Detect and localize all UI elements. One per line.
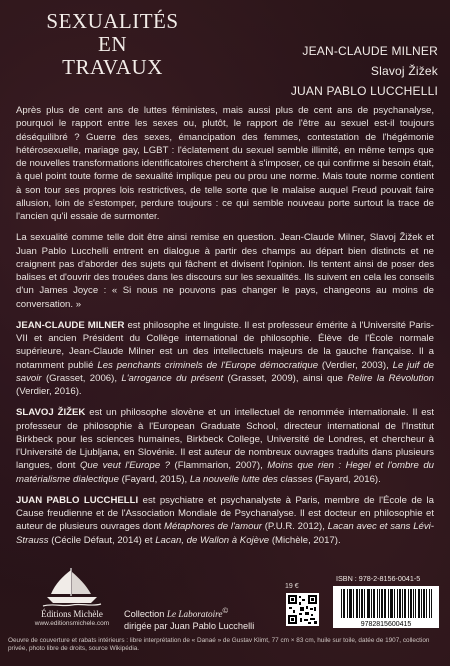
author-name: JUAN PABLO LUCCHELLI	[290, 84, 438, 98]
bio-text: (Fayard, 2016).	[312, 473, 381, 485]
collection-mark: ©	[222, 606, 229, 615]
title-line: SEXUALITÉS	[46, 9, 179, 33]
book-title-ref: Les penchants criminels de l'Europe démocratique	[97, 359, 319, 371]
book-title-ref: Que veut l'Europe ?	[79, 460, 171, 472]
barcode-icon	[333, 586, 439, 628]
book-title-ref: Relire la Révolution	[347, 372, 434, 384]
barcode-bar	[421, 589, 422, 618]
barcode-bar	[353, 589, 354, 618]
barcode-bar	[397, 589, 398, 618]
barcode-bar	[426, 589, 427, 618]
author-name: Slavoj Žižek	[370, 64, 438, 78]
publisher-website: www.editionsmichele.com	[34, 620, 110, 627]
barcode-bar	[367, 589, 368, 618]
barcode-bar	[344, 589, 345, 618]
bio-text: (P.U.R. 2012),	[262, 521, 328, 533]
barcode-bar	[413, 589, 414, 618]
barcode-bar	[418, 589, 419, 618]
barcode-bar	[382, 589, 383, 618]
barcode-bar	[392, 589, 393, 618]
cover-credits: Oeuvre de couverture et rabats intérieurs : libre interprétation de « Danaé » de Gustav Klimt, 77 cm × 83 cm, huile sur toile, datée de 1907, collection privée, photo libre de droits, source Wikipédia.	[8, 637, 430, 653]
title-line: EN	[98, 32, 127, 56]
barcode-bar	[411, 589, 412, 618]
isbn: ISBN : 978-2-8156-0041-5	[336, 574, 421, 583]
collection-director: dirigée par Juan Pablo Lucchelli	[124, 621, 255, 632]
barcode-bar	[374, 589, 375, 618]
bio-text: (Grasset, 2006),	[41, 372, 122, 384]
back-cover-text	[16, 104, 434, 555]
barcode-bar	[364, 589, 365, 618]
barcode-bar	[341, 589, 342, 618]
barcode-bar	[381, 589, 382, 618]
bio-text: (Fayard, 2015),	[118, 473, 190, 485]
barcode-bar	[369, 589, 370, 618]
barcode-bar	[399, 589, 400, 618]
barcode-bar	[404, 589, 405, 618]
barcode-bar	[350, 589, 351, 618]
bio-text: (Cécile Défaut, 2014) et	[48, 534, 156, 546]
barcode-bar	[384, 589, 385, 618]
bio-text: est un philosophe slovène et un intellectuel de renommée internationale. Il est professeur de philosophie à l'European Graduate School, directeur international de l'Institut Birkbeck pour les sciences humaines, Birkbeck College, Université de Londres, et chercheur à l'Université de Ljubljana, en Slovénie. Il est auteur de nombreux ouvrages traduits dans plusieurs langues, dont	[16, 407, 435, 472]
barcode-bar	[388, 589, 389, 618]
bio-text: (Verdier, 2016).	[16, 386, 82, 397]
bio-name: JEAN-CLAUDE MILNER	[16, 319, 125, 331]
barcode-bar	[362, 589, 363, 618]
barcode-bar	[424, 589, 425, 618]
barcode-bar	[371, 589, 372, 618]
bio-text: (Verdier, 2003),	[318, 359, 393, 371]
author-list	[223, 41, 438, 101]
barcode-bar	[402, 589, 403, 618]
collection-info	[124, 605, 284, 632]
bio-text: (Grasset, 2009), ainsi que	[223, 372, 348, 384]
barcode-bar	[359, 589, 360, 618]
bio-name: SLAVOJ ŽIŽEK	[16, 407, 86, 419]
author-bio-zizek	[16, 406, 434, 486]
barcode-bar	[391, 589, 392, 618]
barcode-bar	[431, 589, 432, 618]
barcode-bar	[377, 589, 378, 618]
barcode-bar	[390, 589, 391, 618]
book-title-ref: L'arrogance du présent	[121, 372, 224, 384]
barcode-bar	[410, 589, 411, 618]
barcode-bar	[349, 589, 350, 618]
book-title-ref: La nouvelle lutte des classes	[189, 473, 313, 485]
barcode-bar	[394, 589, 395, 618]
qr-code-icon	[286, 593, 319, 626]
book-title-ref: Lacan, de Wallon à Kojève	[155, 534, 270, 546]
barcode-bar	[357, 589, 358, 618]
ship-icon	[41, 566, 103, 608]
barcode-bar	[415, 589, 416, 618]
barcode-bar	[368, 589, 369, 618]
book-title-ref: Le juif de savoir	[16, 359, 434, 384]
barcode-bar	[351, 589, 352, 618]
barcode-bar	[419, 589, 420, 618]
publisher-logo	[26, 566, 118, 642]
price: 19 €	[285, 583, 299, 590]
barcode-bar	[347, 589, 348, 618]
barcode-bar	[356, 589, 357, 618]
barcode-bar	[343, 589, 344, 618]
bio-text: est philosophe et linguiste. Il est professeur émérite à l'Université Paris-VII et ancien Président du Collège international de philosophie. Élève de l'École normale supérieure, Jean-Claude Milner est un des intellectuels majeurs de la gauche française. Il a notamment publié	[16, 319, 435, 371]
author-bio-lucchelli	[16, 494, 434, 547]
barcode-digits: 9782815600415	[360, 621, 412, 628]
barcode-bar	[405, 589, 406, 618]
barcode-bar	[361, 589, 362, 618]
title-line: TRAVAUX	[62, 55, 163, 79]
bio-text: est psychiatre et psychanalyste à Paris, membre de l'École de la Cause freudienne et de l'Association Mondiale de Psychanalyse. Il est docteur en philosophie et auteur de plusieurs ouvrages dont	[16, 494, 434, 533]
book-title-ref: Lacan avec et sans Lévi-Strauss	[16, 521, 434, 546]
book-title-ref: Moins que rien : Hegel et l'ombre du matérialisme dialectique	[16, 460, 435, 485]
bio-text: (Flammarion, 2007),	[170, 460, 268, 472]
book-title-ref: Métaphores de l'amour	[164, 521, 262, 533]
bio-text: (Michèle, 2017).	[269, 534, 341, 546]
barcode-bar	[400, 589, 401, 618]
publisher-name: Éditions Michèle	[41, 609, 103, 619]
barcode-bar	[379, 589, 380, 618]
barcode-bar	[423, 589, 424, 618]
collection-name: Le Laboratoire	[166, 609, 223, 620]
bio-name: JUAN PABLO LUCCHELLI	[16, 494, 139, 506]
blurb-paragraph: Après plus de cent ans de luttes féministes, mais aussi plus de cent ans de psychanalyse, pourquoi le rapport entre les sexes ou, plutôt, le rapport de l'être au sexuel est-il toujours déséquilibré ? Guerre des sexes, émancipation des femmes, contestation de l'hégémonie hétérosexuelle, mariage gay, LGBT : l'éclatement du sexuel semble illimité, en même temps que de nouvelles transformations identificatoires cherchent à s'imposer, ce qui confirme si besoin était, à quel point toute forme de sexualité implique peu ou prou une norme. Mais toute norme contient à son tour ses propres lois restrictives, de telle sorte que le malaise auquel Freud pouvait faire allusion, loin de s'estomper, perdure toujours : ce qui semble nouveau porte surtout la trace de l'ancien qu'il essaie de surmonter.	[16, 105, 434, 222]
barcode-bar	[408, 589, 409, 618]
barcode-bar	[373, 589, 374, 618]
barcode-bar	[385, 589, 386, 618]
author-name: JEAN-CLAUDE MILNER	[302, 44, 438, 58]
author-bio-milner	[16, 319, 434, 399]
barcode-bar	[429, 589, 430, 618]
collection-prefix: Collection	[124, 609, 167, 620]
book-title	[0, 10, 225, 79]
blurb-paragraph: La sexualité comme telle doit être ainsi remise en question. Jean-Claude Milner, Slavoj Žižek et Juan Pablo Lucchelli entrent en dialogue à partir des champs au départ bien distincts et ne craignent pas d'aborder des sujets qui fâchent et divisent l'opinion. Ils tentent ainsi de poser des balises et d'ouvrir des trouées dans les discours sur les sexualités. Ils suivent en cela les conseils d'un James Joyce : « Si nous ne pouvons pas changer le pays, changeons au moins de conversation. »	[16, 232, 434, 310]
